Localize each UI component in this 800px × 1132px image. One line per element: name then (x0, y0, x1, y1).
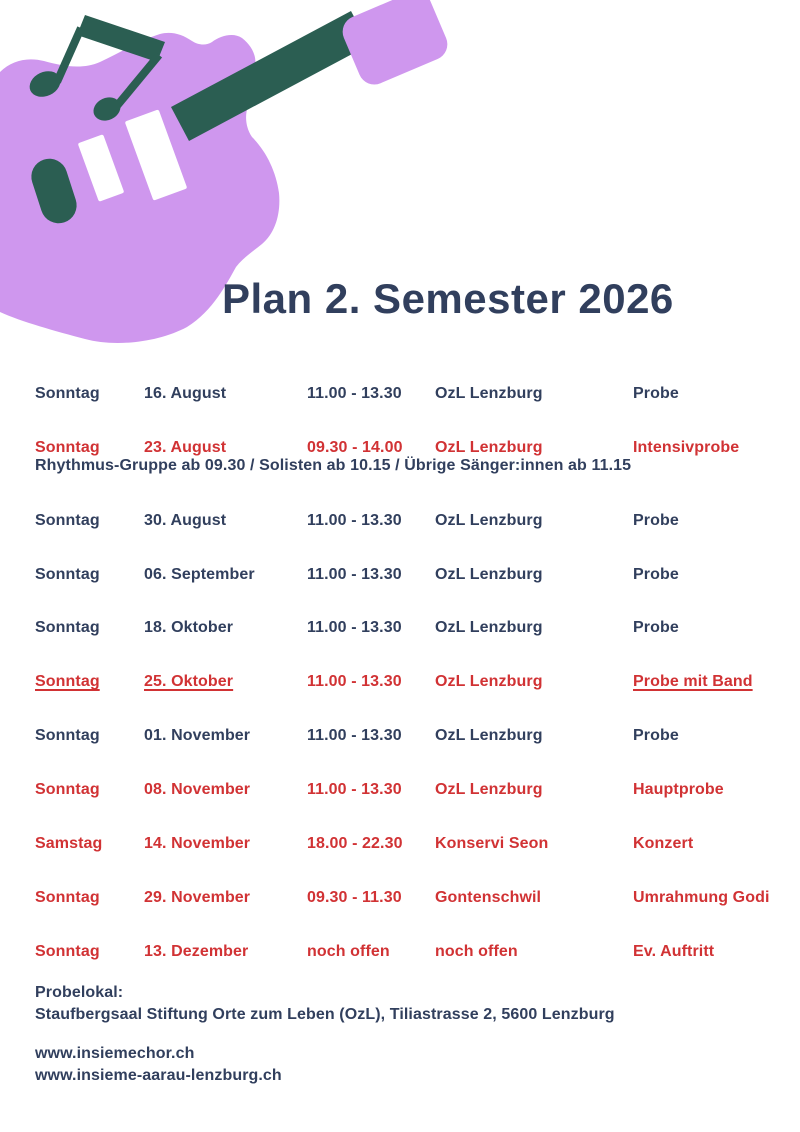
cell-day: Sonntag (35, 781, 100, 798)
cell-event: Umrahmung Godi (633, 889, 770, 906)
cell-event: Konzert (633, 835, 694, 852)
schedule-row (0, 565, 800, 587)
cell-location: Gontenschwil (435, 889, 542, 906)
cell-location: OzL Lenzburg (435, 673, 543, 690)
cell-time: 11.00 - 13.30 (307, 673, 402, 690)
cell-event: Ev. Auftritt (633, 943, 715, 960)
schedule-row (0, 384, 800, 406)
cell-location: OzL Lenzburg (435, 566, 543, 583)
cell-date: 01. November (144, 727, 251, 744)
cell-date: 14. November (144, 835, 251, 852)
row-note: Rhythmus-Gruppe ab 09.30 / Solisten ab 10.15 / Übrige Sänger:innen ab 11.15 (35, 457, 632, 474)
cell-time: 11.00 - 13.30 (307, 781, 402, 798)
cell-day: Sonntag (35, 566, 100, 583)
cell-time: 11.00 - 13.30 (307, 727, 402, 744)
cell-event: Probe (633, 566, 679, 583)
cell-day: Sonntag (35, 943, 100, 960)
cell-event: Intensivprobe (633, 439, 740, 456)
cell-event: Probe (633, 512, 679, 529)
cell-location: OzL Lenzburg (435, 439, 543, 456)
cell-date: 06. September (144, 566, 255, 583)
cell-location: OzL Lenzburg (435, 727, 543, 744)
cell-event: Probe (633, 385, 679, 402)
cell-day: Sonntag (35, 385, 100, 402)
cell-event: Probe (633, 727, 679, 744)
venue-label: Probelokal: (35, 984, 124, 1001)
cell-day: Sonntag (35, 439, 100, 456)
cell-event: Probe (633, 619, 679, 636)
cell-date: 08. November (144, 781, 251, 798)
cell-day: Samstag (35, 835, 103, 852)
schedule-row (0, 438, 800, 474)
cell-time: 18.00 - 22.30 (307, 835, 403, 852)
cell-location: OzL Lenzburg (435, 781, 543, 798)
cell-date: 23. August (144, 439, 227, 456)
schedule-row (0, 672, 800, 694)
cell-date: 25. Oktober (144, 673, 234, 690)
cell-day: Sonntag (35, 512, 100, 529)
cell-event: Probe mit Band (633, 673, 753, 690)
cell-date: 29. November (144, 889, 251, 906)
cell-time: 11.00 - 13.30 (307, 619, 402, 636)
cell-event: Hauptprobe (633, 781, 724, 798)
schedule-row (0, 726, 800, 748)
cell-time: 09.30 - 14.00 (307, 439, 403, 456)
page-title: Plan 2. Semester 2026 (222, 275, 674, 323)
website-insieme-aarau-lenzburg: www.insieme-aarau-lenzburg.ch (35, 1067, 282, 1084)
cell-day: Sonntag (35, 673, 100, 690)
cell-date: 18. Oktober (144, 619, 234, 636)
website-insiemechor: www.insiemechor.ch (35, 1045, 195, 1062)
cell-location: OzL Lenzburg (435, 385, 543, 402)
cell-location: OzL Lenzburg (435, 512, 543, 529)
schedule-row (0, 888, 800, 910)
guitar-headstock (338, 0, 450, 90)
cell-time: noch offen (307, 943, 390, 960)
cell-location: Konservi Seon (435, 835, 549, 852)
schedule-row (0, 618, 800, 640)
cell-date: 13. Dezember (144, 943, 249, 960)
venue-address: Staufbergsaal Stiftung Orte zum Leben (OzL), Tiliastrasse 2, 5600 Lenzburg (35, 1006, 615, 1023)
schedule-row (0, 511, 800, 533)
cell-location: noch offen (435, 943, 518, 960)
cell-date: 16. August (144, 385, 227, 402)
schedule-row (0, 780, 800, 802)
schedule-row (0, 942, 800, 964)
cell-day: Sonntag (35, 619, 100, 636)
cell-date: 30. August (144, 512, 227, 529)
schedule-row (0, 834, 800, 856)
cell-time: 09.30 - 11.30 (307, 889, 402, 906)
cell-location: OzL Lenzburg (435, 619, 543, 636)
cell-day: Sonntag (35, 889, 100, 906)
cell-day: Sonntag (35, 727, 100, 744)
cell-time: 11.00 - 13.30 (307, 385, 402, 402)
cell-time: 11.00 - 13.30 (307, 512, 402, 529)
cell-time: 11.00 - 13.30 (307, 566, 402, 583)
